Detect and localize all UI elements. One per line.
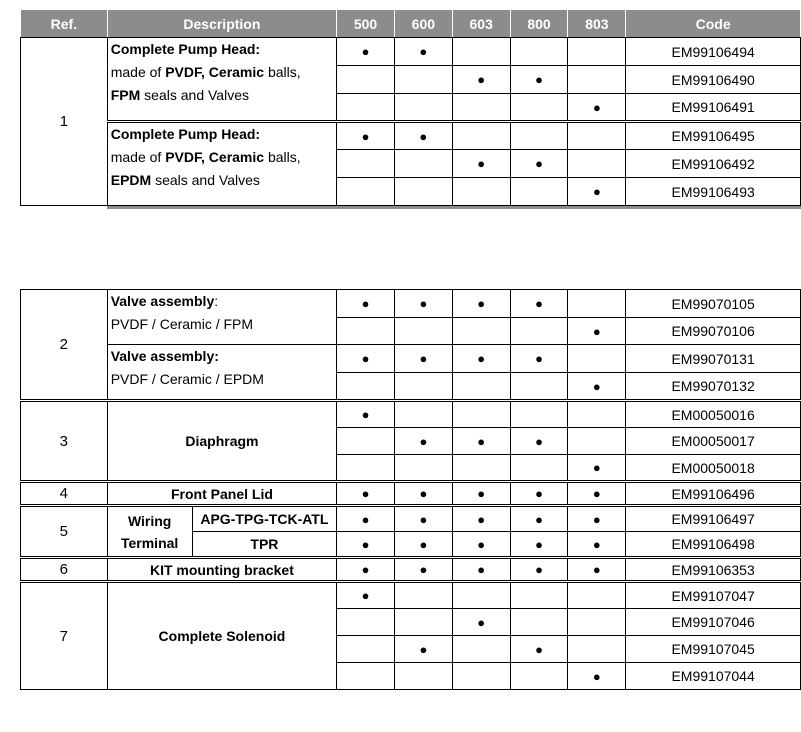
empty-cell [337, 150, 395, 178]
ref-cell: 5 [21, 506, 108, 558]
dot-cell: ● [394, 38, 452, 66]
dot-cell: ● [452, 66, 510, 94]
desc-text: made of [110, 64, 166, 80]
desc-bold: PVDF [165, 64, 202, 80]
dot-cell: ● [452, 428, 510, 455]
table-row [21, 38, 801, 66]
empty-cell [568, 345, 626, 373]
header-803: 803 [568, 10, 626, 38]
dot-cell: ● [510, 532, 568, 558]
description-cell [107, 290, 336, 345]
empty-cell [510, 318, 568, 345]
empty-cell [510, 455, 568, 482]
code-cell: EM00050016 [626, 401, 801, 428]
code-cell: EM99106494 [626, 38, 801, 66]
empty-cell [568, 609, 626, 636]
code-cell: EM99106497 [626, 506, 801, 532]
description-cell: Front Panel Lid [107, 482, 336, 506]
empty-cell [394, 94, 452, 122]
dot-cell: ● [337, 401, 395, 428]
empty-cell [452, 318, 510, 345]
empty-cell [568, 150, 626, 178]
sub-description-cell: APG-TPG-TCK-ATL [192, 506, 337, 532]
code-cell: EM00050017 [626, 428, 801, 455]
code-cell: EM99106491 [626, 94, 801, 122]
desc-bold: Ceramic [208, 64, 265, 80]
desc-bold: , [201, 149, 209, 165]
dot-cell: ● [568, 455, 626, 482]
empty-cell [395, 663, 453, 690]
empty-cell [568, 582, 626, 609]
empty-cell [394, 178, 452, 206]
code-cell: EM00050018 [626, 455, 801, 482]
empty-cell [394, 150, 452, 178]
desc-text: : [214, 293, 219, 309]
description-cell [107, 122, 336, 206]
parts-table-2 [20, 289, 801, 690]
table-row [21, 482, 801, 506]
desc-text: seals and Valves [151, 172, 260, 188]
desc-title: Complete Pump Head: [110, 126, 261, 142]
empty-cell [510, 38, 568, 66]
code-cell: EM99106495 [626, 122, 801, 150]
header-603: 603 [452, 10, 510, 38]
empty-cell [510, 94, 568, 122]
empty-cell [568, 38, 626, 66]
empty-cell [452, 122, 510, 150]
desc-title: Complete Pump Head: [110, 41, 261, 57]
code-cell: EM99107047 [626, 582, 801, 609]
empty-cell [510, 582, 568, 609]
dot-cell: ● [337, 506, 395, 532]
dot-cell: ● [395, 532, 453, 558]
empty-cell [337, 94, 395, 122]
dot-cell: ● [510, 66, 568, 94]
empty-cell [337, 609, 395, 636]
parts-table-1 [20, 9, 801, 206]
empty-cell [337, 178, 395, 206]
dot-cell: ● [568, 663, 626, 690]
table-row [21, 558, 801, 582]
code-cell: EM99106492 [626, 150, 801, 178]
desc-bold: Ceramic [208, 149, 265, 165]
empty-cell [337, 636, 395, 663]
dot-cell: ● [452, 609, 510, 636]
empty-cell [510, 178, 568, 206]
empty-cell [337, 318, 395, 345]
ref-cell: 3 [21, 401, 108, 482]
empty-cell [395, 373, 453, 401]
empty-cell [452, 663, 510, 690]
desc-title: Valve assembly: [110, 348, 219, 364]
ref-cell: 6 [21, 558, 108, 582]
dot-cell: ● [510, 345, 568, 373]
ref-cell: 7 [21, 582, 108, 690]
desc-title: Terminal [120, 534, 179, 551]
empty-cell [337, 663, 395, 690]
header-code: Code [626, 10, 801, 38]
code-cell: EM99106353 [626, 558, 801, 582]
desc-text: balls, [264, 149, 301, 165]
empty-cell [395, 401, 453, 428]
dot-cell: ● [568, 506, 626, 532]
dot-cell: ● [568, 178, 626, 206]
code-cell: EM99070105 [626, 290, 801, 318]
dot-cell: ● [337, 558, 395, 582]
table-row [21, 401, 801, 428]
header-500: 500 [337, 10, 395, 38]
sub-description-cell: TPR [192, 532, 337, 558]
desc-bold: , [201, 64, 209, 80]
empty-cell [337, 428, 395, 455]
dot-cell: ● [510, 506, 568, 532]
dot-cell: ● [452, 482, 510, 506]
empty-cell [395, 318, 453, 345]
desc-text: PVDF / Ceramic / EPDM [110, 371, 264, 387]
dot-cell: ● [568, 318, 626, 345]
empty-cell [337, 455, 395, 482]
dot-cell: ● [337, 582, 395, 609]
dot-cell: ● [452, 506, 510, 532]
description-cell: Diaphragm [107, 401, 336, 482]
desc-text: made of [110, 149, 166, 165]
dot-cell: ● [395, 636, 453, 663]
description-cell [107, 506, 192, 558]
dot-cell: ● [568, 532, 626, 558]
code-cell: EM99106498 [626, 532, 801, 558]
empty-cell [510, 401, 568, 428]
dot-cell: ● [337, 482, 395, 506]
empty-cell [568, 66, 626, 94]
dot-cell: ● [510, 558, 568, 582]
dot-cell: ● [568, 94, 626, 122]
dot-cell: ● [452, 290, 510, 318]
desc-text: balls, [264, 64, 301, 80]
ref-cell: 1 [21, 38, 108, 206]
description-cell: KIT mounting bracket [107, 558, 336, 582]
empty-cell [452, 373, 510, 401]
code-cell: EM99107045 [626, 636, 801, 663]
description-cell: Complete Solenoid [107, 582, 336, 690]
empty-cell [395, 455, 453, 482]
dot-cell: ● [510, 428, 568, 455]
dot-cell: ● [510, 150, 568, 178]
empty-cell [452, 455, 510, 482]
dot-cell: ● [395, 428, 453, 455]
dot-cell: ● [510, 482, 568, 506]
empty-cell [568, 428, 626, 455]
header-description: Description [107, 10, 336, 38]
dot-cell: ● [394, 122, 452, 150]
dot-cell: ● [395, 345, 453, 373]
header-600: 600 [394, 10, 452, 38]
empty-cell [452, 38, 510, 66]
desc-text: seals and Valves [140, 87, 249, 103]
empty-cell [568, 636, 626, 663]
dot-cell: ● [510, 636, 568, 663]
empty-cell [452, 94, 510, 122]
dot-cell: ● [452, 345, 510, 373]
dot-cell: ● [337, 345, 395, 373]
empty-cell [510, 122, 568, 150]
desc-bold: PVDF [165, 149, 202, 165]
empty-cell [337, 66, 395, 94]
empty-cell [568, 401, 626, 428]
code-cell: EM99106493 [626, 178, 801, 206]
dot-cell: ● [452, 558, 510, 582]
desc-bold: FPM [110, 87, 141, 103]
description-cell [107, 38, 336, 122]
desc-title: Valve assembly [110, 293, 215, 309]
dot-cell: ● [337, 38, 395, 66]
header-800: 800 [510, 10, 568, 38]
dot-cell: ● [395, 482, 453, 506]
code-cell: EM99106496 [626, 482, 801, 506]
empty-cell [452, 582, 510, 609]
ref-cell: 4 [21, 482, 108, 506]
empty-cell [452, 178, 510, 206]
dot-cell: ● [568, 482, 626, 506]
separator-bar [107, 206, 801, 209]
empty-cell [452, 636, 510, 663]
desc-bold: EPDM [110, 172, 152, 188]
table-row [21, 506, 801, 532]
description-cell [107, 345, 336, 401]
empty-cell [568, 122, 626, 150]
table-row [21, 582, 801, 609]
table-row [21, 345, 801, 373]
empty-cell [510, 609, 568, 636]
empty-cell [452, 401, 510, 428]
dot-cell: ● [568, 558, 626, 582]
dot-cell: ● [452, 150, 510, 178]
code-cell: EM99070132 [626, 373, 801, 401]
code-cell: EM99107046 [626, 609, 801, 636]
dot-cell: ● [395, 558, 453, 582]
empty-cell [510, 373, 568, 401]
empty-cell [568, 290, 626, 318]
code-cell: EM99107044 [626, 663, 801, 690]
dot-cell: ● [510, 290, 568, 318]
code-cell: EM99070131 [626, 345, 801, 373]
dot-cell: ● [568, 373, 626, 401]
empty-cell [510, 663, 568, 690]
dot-cell: ● [395, 506, 453, 532]
header-row [21, 10, 801, 38]
empty-cell [395, 609, 453, 636]
header-ref: Ref. [21, 10, 108, 38]
dot-cell: ● [337, 290, 395, 318]
dot-cell: ● [337, 532, 395, 558]
dot-cell: ● [395, 290, 453, 318]
code-cell: EM99106490 [626, 66, 801, 94]
empty-cell [394, 66, 452, 94]
desc-title: Wiring [127, 512, 172, 529]
empty-cell [337, 373, 395, 401]
dot-cell: ● [452, 532, 510, 558]
dot-cell: ● [337, 122, 395, 150]
table-row [21, 290, 801, 318]
ref-cell: 2 [21, 290, 108, 401]
code-cell: EM99070106 [626, 318, 801, 345]
table-row [21, 122, 801, 150]
desc-text: PVDF / Ceramic / FPM [110, 316, 254, 332]
empty-cell [395, 582, 453, 609]
